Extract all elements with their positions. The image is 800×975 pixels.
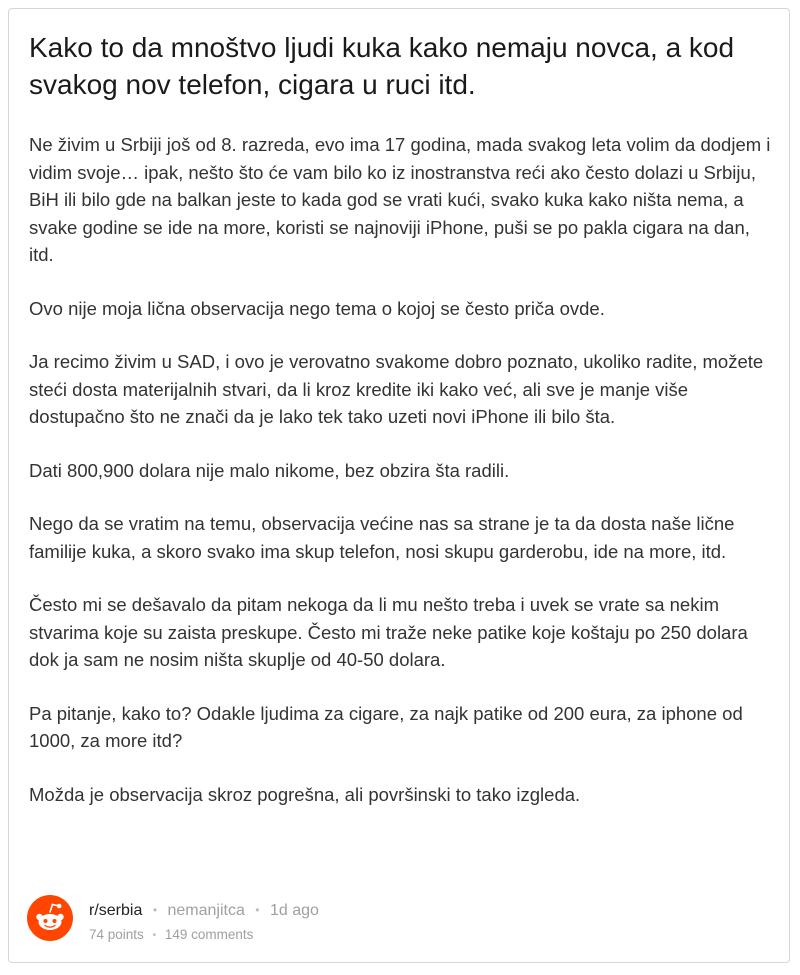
post-footer: [27, 895, 767, 955]
post-card: [8, 8, 790, 963]
post-paragraph-2: Ovo nije moja lična observacija nego tema o kojoj se često priča ovde.: [29, 297, 605, 319]
post-paragraph-6: Često mi se dešavalo da pitam nekoga da li mu nešto treba i uvek se vrate sa nekim stvarima koje su zaista preskupe. Često mi traže neke patike koje koštaju po 250 dolara dok ja sam ne nosim ništa skuplje od 40-50 dolara.: [29, 594, 748, 670]
post-stats: [89, 925, 253, 946]
post-body: [29, 131, 774, 834]
meta-separator: •: [255, 903, 260, 917]
points-count: 74 points: [89, 927, 144, 942]
post-meta: [89, 899, 319, 922]
post-paragraph-8: Možda je observacija skroz pogrešna, ali površinski to tako izgleda.: [29, 783, 581, 805]
post-paragraph-4: Dati 800,900 dolara nije malo nikome, bez obzira šta radili.: [29, 459, 510, 481]
comments-link[interactable]: 149 comments: [164, 927, 254, 942]
post-paragraph-3: Ja recimo živim u SAD, i ovo je verovatno svakome dobro poznato, ukoliko radite, možete steći dosta materijalnih stvari, da li kroz kredite iki kako već, ali sve je manje više dostupačno što ne znači da je lako tek tako uzeti novi iPhone ili bilo šta.: [29, 351, 764, 427]
author-link[interactable]: nemanjitca: [167, 902, 245, 919]
post-title[interactable]: Kako to da mnoštvo ljudi kuka kako nemaju novca, a kod svakog nov telefon, cigara u ruci itd.: [29, 32, 735, 100]
stats-separator: •: [152, 930, 157, 941]
post-paragraph-7: Pa pitanje, kako to? Odakle ljudima za cigare, za najk patike od 200 eura, za iphone od 1000, za more itd?: [29, 702, 743, 751]
reddit-snoo-icon[interactable]: [27, 895, 73, 941]
post-paragraph-1: Ne živim u Srbiji još od 8. razreda, evo ima 17 godina, mada svakog leta volim da dodjem i vidim svoje… ipak, nešto što će vam bilo ko iz inostranstva reći ako često dolazi u Srbiju, BiH ili bilo gde na balkan jeste to kada god se vrati kući, svako kuka kako ništa nema, a svake godine se ide na more, koristi se najnoviji iPhone, puši se po pakla cigara na dan, itd.: [29, 134, 771, 265]
subreddit-link[interactable]: r/serbia: [89, 902, 143, 919]
post-paragraph-5: Nego da se vratim na temu, observacija većine nas sa strane je ta da dosta naše lične familije kuka, a skoro svako ima skup telefon, nosi skupu garderobu, ide na more, itd.: [29, 513, 735, 562]
meta-separator: •: [152, 903, 158, 917]
post-age: 1d ago: [269, 902, 319, 919]
